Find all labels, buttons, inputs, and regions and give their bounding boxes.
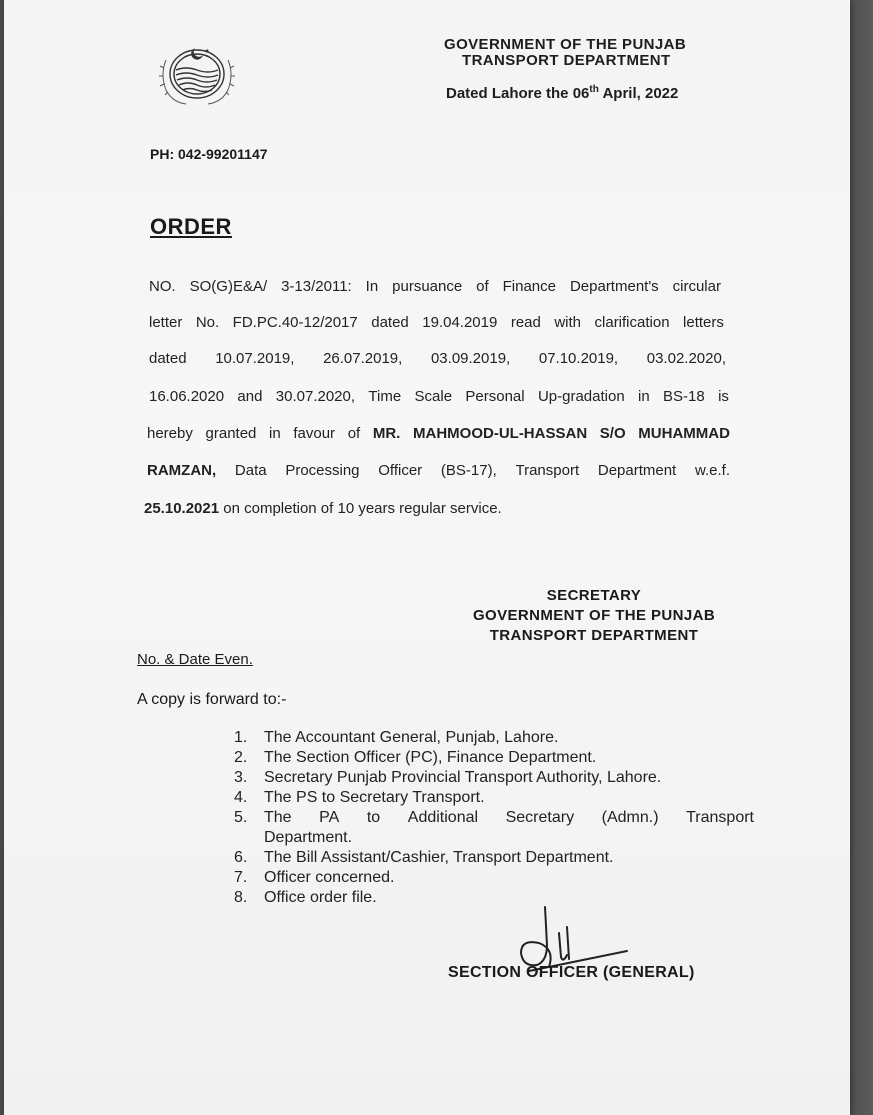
body-line-4: 16.06.2020 and 30.07.2020, Time Scale Personal Up-gradation in BS-18 is bbox=[149, 388, 729, 405]
body-line-3: dated 10.07.2019, 26.07.2019, 03.09.2019, 07.10.2019, 03.02.2020, bbox=[149, 350, 726, 367]
phone-number: PH: 042-99201147 bbox=[150, 146, 268, 162]
list-item: 5. The PA to Additional Secretary (Admn.) Transport bbox=[234, 809, 754, 826]
list-item: 3. Secretary Punjab Provincial Transport Authority, Lahore. bbox=[234, 769, 662, 786]
signatory-govt: GOVERNMENT OF THE PUNJAB bbox=[472, 607, 716, 624]
punjab-govt-logo bbox=[152, 40, 242, 110]
date-prefix: Dated Lahore the bbox=[446, 85, 569, 102]
body-line-2: letter No. FD.PC.40-12/2017 dated 19.04.2019 read with clarification letters bbox=[149, 314, 724, 331]
list-item: 2. The Section Officer (PC), Finance Department. bbox=[234, 749, 597, 766]
signatory-title: SECRETARY bbox=[546, 587, 642, 604]
header-dept: TRANSPORT DEPARTMENT bbox=[462, 52, 671, 69]
header-govt: GOVERNMENT OF THE PUNJAB bbox=[444, 36, 687, 53]
order-title: ORDER bbox=[150, 214, 232, 239]
date-rest: April, 2022 bbox=[602, 85, 679, 102]
list-item: 6. The Bill Assistant/Cashier, Transport Department. bbox=[234, 849, 614, 866]
list-item-continuation: Department. bbox=[264, 829, 353, 846]
body-line-7: 25.10.2021 on completion of 10 years regular service. bbox=[144, 500, 502, 517]
header-date bbox=[446, 84, 678, 102]
body-line-5: hereby granted in favour of MR. MAHMOOD-UL-HASSAN S/O MUHAMMAD bbox=[147, 425, 730, 442]
section-officer-title: SECTION OFFICER (GENERAL) bbox=[448, 964, 695, 981]
list-item: 7. Officer concerned. bbox=[234, 869, 395, 886]
signatory-dept: TRANSPORT DEPARTMENT bbox=[489, 627, 699, 644]
body-line-6: RAMZAN, Data Processing Officer (BS-17), Transport Department w.e.f. bbox=[147, 462, 730, 479]
document-page bbox=[4, 0, 850, 1115]
copy-forward-label: A copy is forward to:- bbox=[137, 691, 287, 708]
copy-list bbox=[234, 728, 754, 908]
no-and-date: No. & Date Even. bbox=[137, 651, 253, 668]
list-item: 4. The PS to Secretary Transport. bbox=[234, 789, 485, 806]
list-item: 8. Office order file. bbox=[234, 889, 377, 906]
list-item: 1. The Accountant General, Punjab, Lahore. bbox=[234, 729, 559, 746]
secretary-signature-block bbox=[454, 586, 734, 646]
date-day: 06th bbox=[572, 84, 599, 102]
body-line-1: NO. SO(G)E&A/ 3-13/2011: In pursuance of Finance Department's circular bbox=[149, 278, 721, 295]
